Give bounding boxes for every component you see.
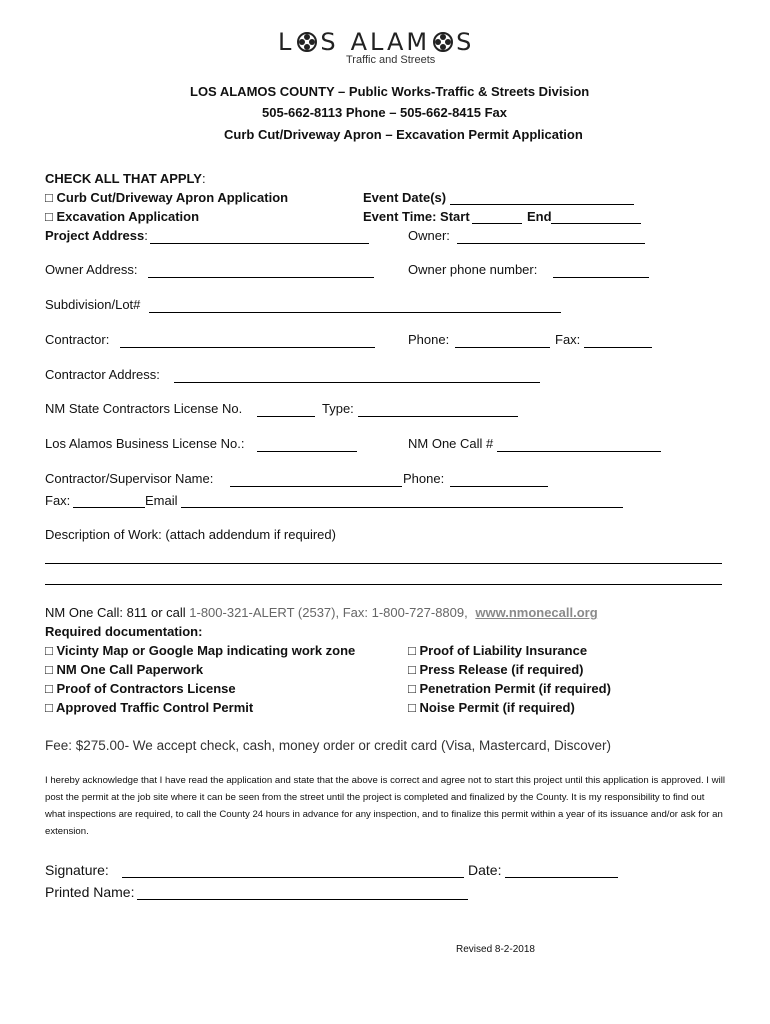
doc-nm-one-call[interactable]: □ NM One Call Paperwork [45, 662, 204, 677]
subdivision-label: Subdivision/Lot# [45, 297, 141, 312]
nm-one-call-field[interactable] [497, 451, 661, 452]
supervisor-phone-label: Phone: [403, 471, 445, 486]
header-division: LOS ALAMOS COUNTY – Public Works-Traffic & Streets Division [190, 84, 590, 99]
doc-liability-insurance[interactable]: □ Proof of Liability Insurance [408, 643, 588, 658]
owner-address-label: Owner Address: [45, 262, 138, 277]
revised-date: Revised 8-2-2018 [456, 944, 535, 955]
check-all-label: CHECK ALL THAT APPLY: [45, 171, 206, 186]
header-title: Curb Cut/Driveway Apron – Excavation Permit Application [224, 127, 583, 142]
contractor-address-field[interactable] [174, 382, 540, 383]
owner-address-field[interactable] [148, 277, 374, 278]
logo-letter-l: L [278, 28, 295, 56]
header-phones: 505-662-8113 Phone – 505-662-8415 Fax [262, 105, 508, 120]
checkbox-icon[interactable]: □ [45, 700, 53, 715]
fax-label: Fax: [45, 493, 71, 508]
contractor-phone-field[interactable] [455, 347, 550, 348]
fee-text: Fee: $275.00- We accept check, cash, money order or credit card (Visa, Mastercard, Discover) [45, 738, 611, 753]
project-address-label: Project Address: [45, 228, 148, 243]
logo-flower-icon [296, 31, 318, 53]
signature-label: Signature: [45, 862, 109, 878]
contractor-fax-field[interactable] [584, 347, 652, 348]
checkbox-icon[interactable]: □ [408, 681, 416, 696]
printed-name-field[interactable] [137, 899, 468, 900]
checkbox-icon[interactable]: □ [45, 209, 53, 224]
event-end-field[interactable] [551, 223, 641, 224]
description-label: Description of Work: (attach addendum if required) [45, 527, 336, 542]
logo-flower-icon-2 [432, 31, 454, 53]
date-label: Date: [468, 862, 502, 878]
logo-subtitle: Traffic and Streets [346, 54, 436, 66]
owner-phone-label: Owner phone number: [408, 262, 538, 277]
supervisor-name-label: Contractor/Supervisor Name: [45, 471, 214, 486]
event-time-label: Event Time: Start [363, 209, 470, 224]
contractor-fax-label: Fax: [555, 332, 581, 347]
description-line-1[interactable] [45, 563, 722, 564]
nm-one-call-info: NM One Call: 811 or call 1-800-321-ALERT (2537), Fax: 1-800-727-8809, www.nmonecall.org [45, 605, 598, 620]
contractor-phone-label: Phone: [408, 332, 450, 347]
logo-letter-s: S [320, 28, 339, 56]
checkbox-icon[interactable]: □ [45, 681, 53, 696]
doc-traffic-control[interactable]: □ Approved Traffic Control Permit [45, 700, 254, 715]
doc-noise-permit[interactable]: □ Noise Permit (if required) [408, 700, 575, 715]
email-field[interactable] [181, 507, 623, 508]
logo-word-alam: ALAM [350, 28, 431, 56]
type-label: Type: [322, 401, 354, 416]
signature-field[interactable] [122, 877, 464, 878]
contractor-address-label: Contractor Address: [45, 367, 160, 382]
date-field[interactable] [505, 877, 618, 878]
logo-letter-s-2: S [456, 28, 475, 56]
owner-field[interactable] [457, 243, 645, 244]
contractor-label: Contractor: [45, 332, 110, 347]
option-excavation[interactable]: □ Excavation Application [45, 209, 200, 224]
printed-name-label: Printed Name: [45, 884, 135, 900]
event-end-label: End [527, 209, 552, 224]
doc-vicinity-map[interactable]: □ Vicinty Map or Google Map indicating work zone [45, 643, 356, 658]
type-field[interactable] [358, 416, 518, 417]
checkbox-icon[interactable]: □ [45, 662, 53, 677]
checkbox-icon[interactable]: □ [408, 643, 416, 658]
owner-label: Owner: [408, 228, 450, 243]
county-logo [278, 28, 474, 56]
checkbox-icon[interactable]: □ [408, 662, 416, 677]
checkbox-icon[interactable]: □ [408, 700, 416, 715]
supervisor-phone-field[interactable] [450, 486, 548, 487]
fax-field[interactable] [73, 507, 145, 508]
project-address-field[interactable] [150, 243, 369, 244]
la-license-label: Los Alamos Business License No.: [45, 436, 245, 451]
event-dates-label: Event Date(s) [363, 190, 447, 205]
subdivision-field[interactable] [149, 312, 561, 313]
contractor-field[interactable] [120, 347, 375, 348]
doc-penetration-permit[interactable]: □ Penetration Permit (if required) [408, 681, 611, 696]
option-curb-cut[interactable]: □ Curb Cut/Driveway Apron Application [45, 190, 289, 205]
email-label: Email [145, 493, 178, 508]
nm-one-call-label: NM One Call # [408, 436, 494, 451]
description-line-2[interactable] [45, 584, 722, 585]
supervisor-name-field[interactable] [230, 486, 402, 487]
la-license-field[interactable] [257, 451, 357, 452]
required-docs-title: Required documentation: [45, 624, 203, 639]
acknowledgement-text: I hereby acknowledge that I have read the application and state that the above is correct and agree not to start this project until this application is approved. I will post the permit at the job site where it can be seen from the street until the project is completed and finalized by the County. It is my responsibility to find out what inspections are required, to call the County 24 hours in advance for any inspection, and to finalize this permit within a year of its issuance and/or ask for an extension. [45, 775, 725, 837]
checkbox-icon[interactable]: □ [45, 643, 53, 658]
event-dates-field[interactable] [450, 204, 634, 205]
nm-one-call-link[interactable]: www.nmonecall.org [475, 605, 598, 620]
owner-phone-field[interactable] [553, 277, 649, 278]
nm-license-field[interactable] [257, 416, 315, 417]
event-start-field[interactable] [472, 223, 522, 224]
doc-contractors-license[interactable]: □ Proof of Contractors License [45, 681, 236, 696]
nm-license-label: NM State Contractors License No. [45, 401, 243, 416]
checkbox-icon[interactable]: □ [45, 190, 53, 205]
doc-press-release[interactable]: □ Press Release (if required) [408, 662, 584, 677]
